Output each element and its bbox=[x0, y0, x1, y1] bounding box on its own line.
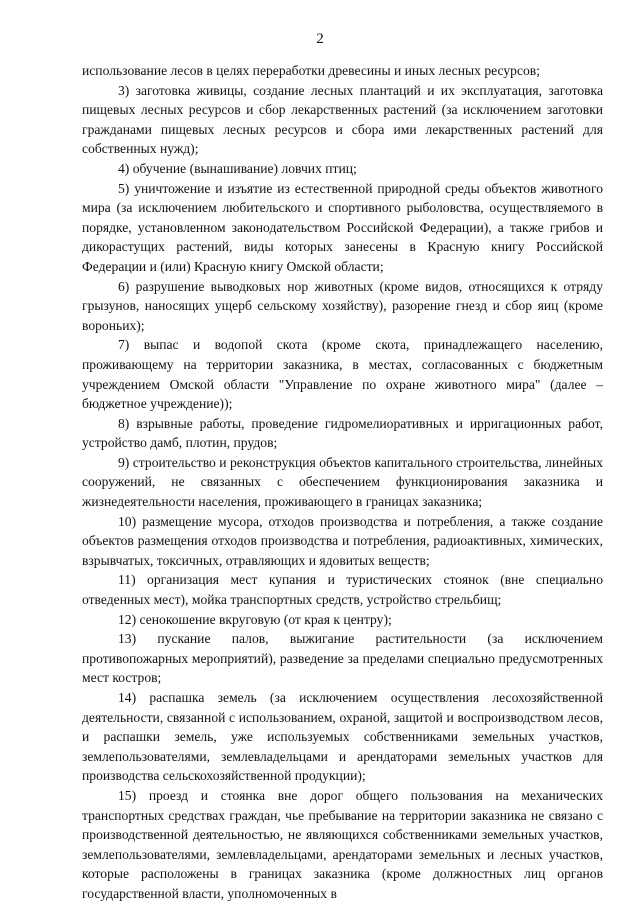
list-item-3: 3) заготовка живицы, создание лесных плантаций и их эксплуатация, заготовка пищевых лесных ресурсов и сбор лекарственных растений (за исключением заготовки гражданами пищевых лесных ресурсов и сбора ими лекарственных растений для собственных нужд); bbox=[82, 82, 603, 157]
list-item-8: 8) взрывные работы, проведение гидромелиоративных и ирригационных работ, устройство дамб, плотин, прудов; bbox=[82, 415, 603, 451]
list-item-4: 4) обучение (вынашивание) ловчих птиц; bbox=[118, 160, 357, 176]
page-number: 2 bbox=[316, 31, 324, 47]
list-item-13: 13) пускание палов, выжигание растительности (за исключением противопожарных мероприятий), разведение за пределами специально предусмотренных мест костров; bbox=[82, 631, 603, 686]
list-item-7: 7) выпас и водопой скота (кроме скота, принадлежащего населению, проживающему на территории заказника, в местах, согласованных с бюджетным учреждением Омской области "Управление по охране животного мира" (далее – бюджетное учреждение)); bbox=[82, 337, 603, 412]
list-item-9: 9) строительство и реконструкция объектов капитального строительства, линейных сооружений, не связанных с обеспечением функционирования заказника и жизнедеятельности населения, проживающего в границах заказника; bbox=[82, 454, 603, 510]
list-item-12: 12) сенокошение вкруговую (от края к центру); bbox=[118, 611, 392, 627]
list-item-11: 11) организация мест купания и туристических стоянок (вне специально отведенных мест), мойка транспортных средств, устройство стрельбищ; bbox=[82, 572, 603, 608]
list-item-6: 6) разрушение выводковых нор животных (кроме видов, относящихся к отряду грызунов, наносящих ущерб сельскому хозяйству), разорение гнезд и сбор яиц (кроме вороньих); bbox=[82, 278, 603, 333]
paragraph-continuation: использование лесов в целях переработки древесины и иных лесных ресурсов; bbox=[82, 63, 540, 78]
list-item-10: 10) размещение мусора, отходов производства и потребления, а также создание объектов размещения отходов производства и потребления, радиоактивных, химических, взрывчатых, токсичных, отравляющих и ядовитых веществ; bbox=[82, 513, 603, 568]
document-body bbox=[82, 61, 603, 904]
list-item-5: 5) уничтожение и изъятие из естественной природной среды объектов животного мира (за исключением любительского и спортивного рыболовства, осуществляемого в порядке, установленном законодательством Российской Федерации), а также грибов и дикорастущих растений, виды которых занесены в Красную книгу Российской Федерации и (или) Красную книгу Омской области; bbox=[82, 180, 603, 274]
list-item-14: 14) распашка земель (за исключением осуществления лесохозяйственной деятельности, связанной с использованием, охраной, защитой и воспроизводством лесов, и распашки земель, уже используемых собственниками земельных участков, землепользователями, землевладельцами и арендаторами земельных участков для производства сельскохозяйственной продукции); bbox=[82, 690, 603, 784]
list-item-15: 15) проезд и стоянка вне дорог общего пользования на механических транспортных средствах граждан, чье пребывание на территории заказника не связано с производственной деятельностью, не являющихся собственниками земельных участков, землепользователями, землевладельцами, арендаторами земельных и лесных участков, которые расположены в границах заказника (кроме должностных лиц органов государственной власти, уполномоченных в bbox=[82, 787, 603, 901]
